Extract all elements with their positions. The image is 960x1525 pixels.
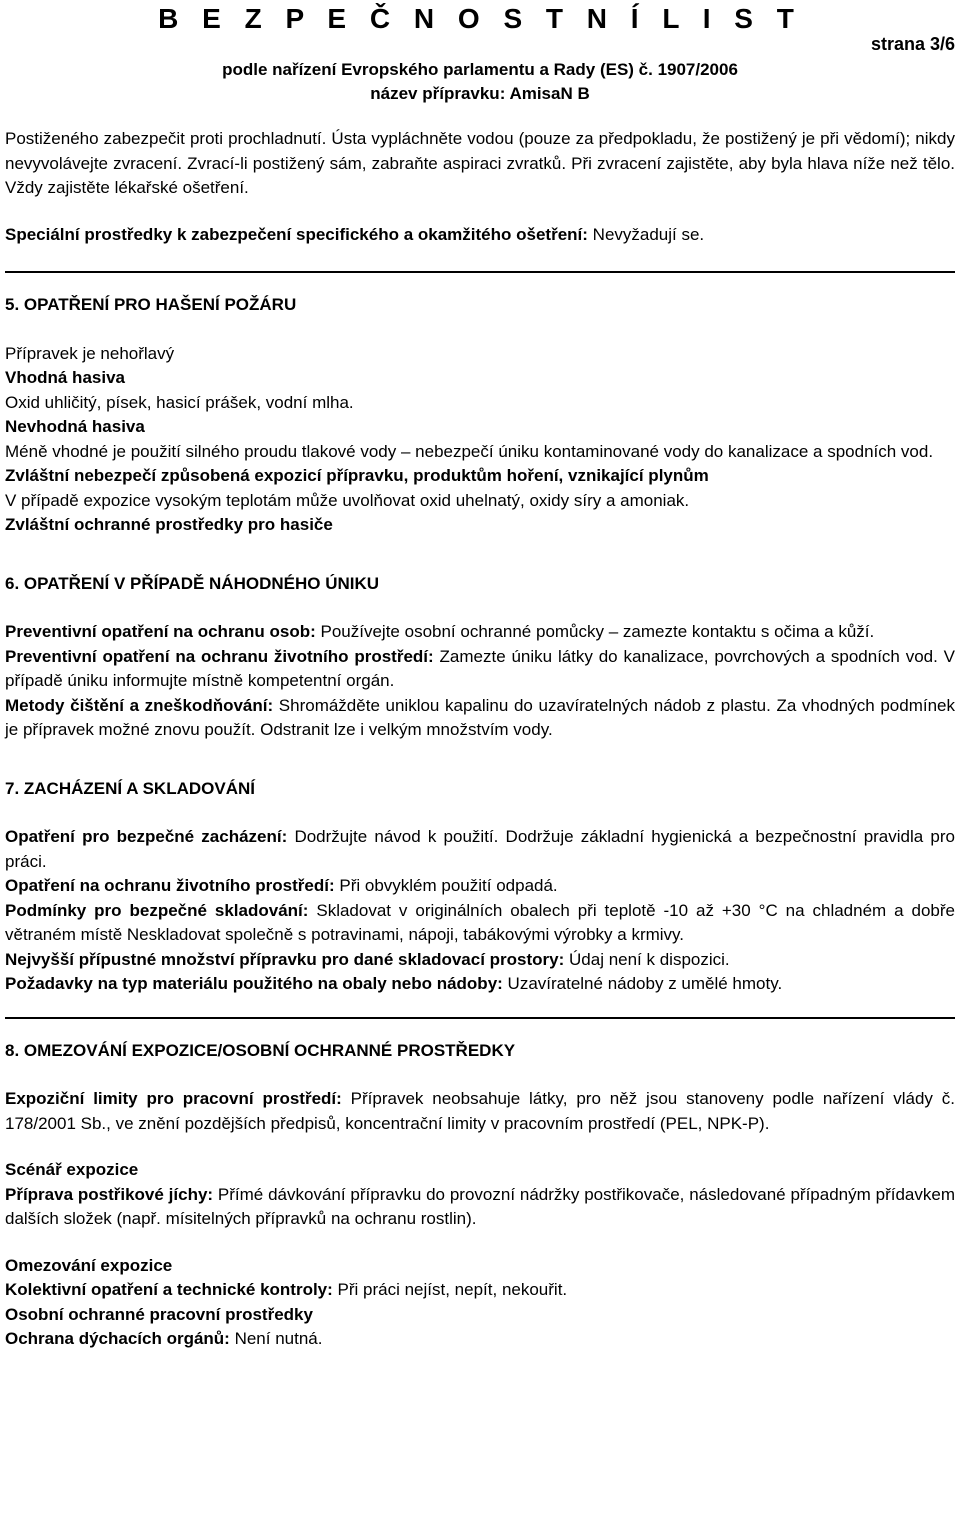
firefighter-protection-label: Zvláštní ochranné prostředky pro hasiče — [5, 515, 333, 534]
regulation-line: podle nařízení Evropského parlamentu a Rady (ES) č. 1907/2006 — [222, 60, 738, 79]
cleanup-methods-value: Shromážděte uniklou kapalinu do uzavíratelných nádob z plastu. Za vhodných podmínek je přípravek možné znovu použít. Odstranit lze i velkým množstvím vody. — [5, 695, 955, 739]
safe-handling — [5, 825, 955, 874]
safe-handling-label: Opatření pro bezpečné zacházení: — [5, 827, 288, 846]
section-5-title: 5. OPATŘENÍ PRO HAŠENÍ POŽÁRU — [5, 295, 297, 314]
respiratory-protection-label: Ochrana dýchacích orgánů: — [5, 1329, 230, 1348]
respiratory-protection-value: Není nutná. — [229, 1329, 323, 1348]
exposure-limits-value: Přípravek neobsahuje látky, pro něž jsou stanoveny podle nařízení vlády č. 178/2001 Sb., ve znění pozdějších předpisů, koncentrační limity v pracovním prostředí (PEL, NPK-P). — [5, 1089, 955, 1133]
product-name: název přípravku: AmisaN B — [370, 84, 590, 103]
unsuitable-extinguishers-value: Méně vhodné je použití silného proudu tlakové vody – nebezpečí úniku kontaminované vody do kanalizace a spodních vod. — [5, 441, 934, 461]
max-quantity — [5, 948, 955, 973]
respiratory-protection — [5, 1327, 955, 1352]
section-7-title: 7. ZACHÁZENÍ A SKLADOVÁNÍ — [5, 778, 255, 798]
collective-measures-label: Kolektivní opatření a technické kontroly: — [5, 1280, 333, 1299]
unsuitable-extinguishers-label: Nevhodná hasiva — [5, 417, 145, 436]
personal-precautions-label: Preventivní opatření na ochranu osob: — [5, 622, 316, 641]
special-treatment-value: Nevyžadují se. — [587, 224, 705, 244]
spray-preparation-value: Přímé dávkování přípravku do provozní nádržky postřikovače, následované případným přídavkem dalších složek (např. mísitelných přípravků na ochranu rostlin). — [5, 1184, 955, 1228]
personal-precautions — [5, 620, 955, 645]
cleanup-methods-label: Metody čištění a zneškodňování: — [5, 695, 274, 715]
environmental-precautions-label: Preventivní opatření na ochranu životního prostředí: — [5, 646, 434, 666]
safe-storage-value: Skladovat v originálních obalech při teplotě -10 až +30 °C na chladném a dobře větraném místě Neskladovat společně s potravinami, nápoji, tabákovými výrobky a krmivy. — [5, 900, 955, 944]
collective-measures-value: Při práci nejíst, nepít, nekouřit. — [332, 1280, 568, 1299]
special-treatment-label: Speciální prostředky k zabezpečení specifického a okamžitého ošetření: — [5, 224, 588, 244]
safe-handling-value: Dodržujte návod k použití. Dodržuje základní hygienická a bezpečnostní pravidla pro práci. — [5, 827, 955, 871]
spray-preparation — [5, 1183, 955, 1232]
cleanup-methods — [5, 694, 955, 743]
safe-storage-label: Podmínky pro bezpečné skladování: — [5, 900, 309, 920]
ppe-label: Osobní ochranné pracovní prostředky — [5, 1304, 313, 1324]
first-aid-paragraph: Postiženého zabezpečit proti prochladnutí. Ústa vypláchněte vodou (pouze za předpokladu, že postižený je při vědomí); nikdy nevyvolávejte zvracení. Zvrací-li postižený sám, zabraňte aspiraci zvratků. Při zvracení zajistěte, aby byla hlava níže než tělo. Vždy zajistěte lékařské ošetření. — [5, 129, 955, 197]
suitable-extinguishers-label: Vhodná hasiva — [5, 368, 125, 387]
environmental-precautions — [5, 645, 955, 694]
special-hazards-value: V případě expozice vysokým teplotám může uvolňovat oxid uhelnatý, oxidy síry a amoniak. — [5, 490, 690, 510]
safe-storage — [5, 899, 955, 948]
max-quantity-label: Nejvyšší přípustné množství přípravku pro dané skladovací prostory: — [5, 949, 565, 969]
max-quantity-value: Údaj není k dispozici. — [564, 949, 730, 969]
environmental-precautions-value: Zamezte úniku látky do kanalizace, povrchových a spodních vod. V případě úniku informujte místně kompetentní orgán. — [5, 646, 955, 690]
suitable-extinguishers-value: Oxid uhličitý, písek, hasicí prášek, vodní mlha. — [5, 392, 354, 412]
environment-protection — [5, 874, 955, 899]
collective-measures — [5, 1278, 955, 1303]
section-6-title: 6. OPATŘENÍ V PŘÍPADĚ NÁHODNÉHO ÚNIKU — [5, 573, 380, 593]
packaging-requirements-value: Uzavíratelné nádoby z umělé hmoty. — [502, 974, 783, 993]
special-hazards-label: Zvláštní nebezpečí způsobená expozicí přípravku, produktům hoření, vznikající plynům — [5, 466, 709, 485]
environment-protection-value: Při obvyklém použití odpadá. — [334, 876, 558, 895]
special-treatment — [5, 223, 955, 248]
non-flammable: Přípravek je nehořlavý — [5, 343, 175, 363]
document-body — [5, 127, 955, 1352]
packaging-requirements — [5, 972, 955, 997]
document-title: B E Z P E Č N O S T N Í L I S T — [158, 3, 802, 34]
environment-protection-label: Opatření na ochranu životního prostředí: — [5, 876, 335, 895]
page-number: strana 3/6 — [870, 34, 955, 54]
spray-preparation-label: Příprava postřikové jíchy: — [5, 1184, 214, 1204]
exposure-limitation-label: Omezování expozice — [5, 1255, 173, 1275]
exposure-limits — [5, 1087, 955, 1136]
personal-precautions-value: Používejte osobní ochranné pomůcky – zamezte kontaktu s očima a kůží. — [315, 622, 875, 641]
section-8-title: 8. OMEZOVÁNÍ EXPOZICE/OSOBNÍ OCHRANNÉ PROSTŘEDKY — [5, 1040, 516, 1060]
packaging-requirements-label: Požadavky na typ materiálu použitého na obaly nebo nádoby: — [5, 974, 503, 993]
exposure-scenario-label: Scénář expozice — [5, 1160, 139, 1179]
exposure-limits-label: Expoziční limity pro pracovní prostředí: — [5, 1089, 342, 1108]
